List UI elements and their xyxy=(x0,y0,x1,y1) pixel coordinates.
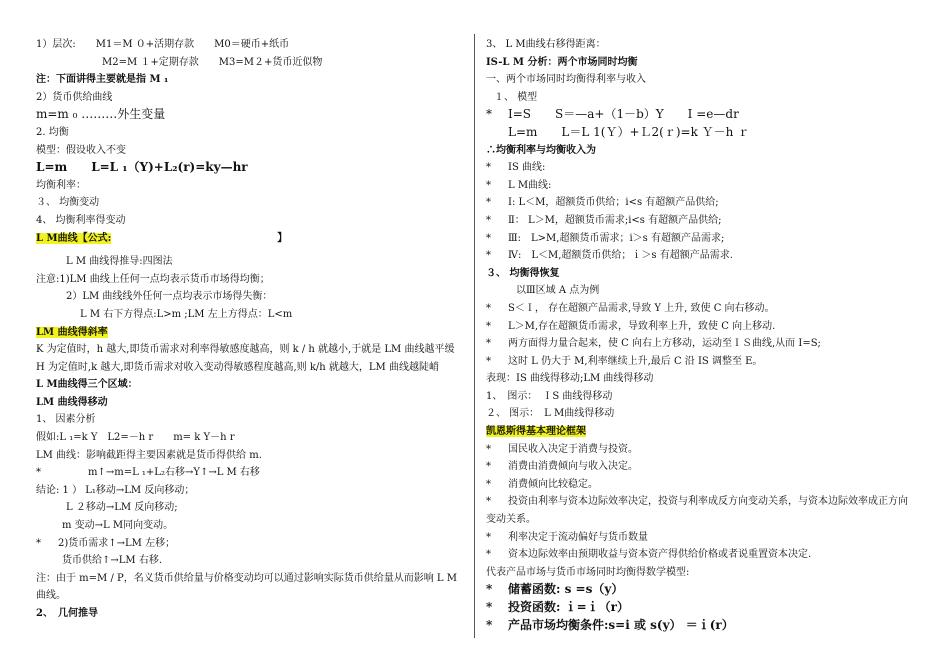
bullet-marker: * xyxy=(486,600,493,614)
bullet-text: S＜Ｉ， 存在超额产品需求,导致 Y 上升, 致使 C 向右移动。 xyxy=(508,302,775,314)
bullet-text: 这时 L 仍大于 M,利率继续上升,最后 C 沿 IS 调整至 E。 xyxy=(508,355,763,367)
bullet-line xyxy=(486,212,916,230)
text-line: 模型：假设收入不变 xyxy=(36,144,126,156)
bullet-text: m↑→m=L ₁+L₂右移→Y↑→L M 右移 xyxy=(88,467,260,479)
bullet-marker: * xyxy=(486,302,491,314)
text-line: 以Ⅲ区域 A 点为例 xyxy=(516,285,600,297)
bullet-marker: * xyxy=(36,467,41,479)
text-line: H 为定值时,k 越大,即货币需求对收入变动得敏感程度越高,则 k/h 就越大，LM 曲线越陡峭 xyxy=(36,361,439,373)
bullet-marker: * xyxy=(486,338,491,350)
bullet-text: 储蓄函数: s =s（y） xyxy=(508,582,624,597)
text-line: 1）层次: M1＝M ０+活期存款 M0＝硬币+纸币 xyxy=(36,39,290,50)
bullet-text: L＞M,存在超额货币需求，导致利率上升，致使 C 向上移动. xyxy=(508,320,776,332)
bullet-line xyxy=(486,177,916,195)
bullet-line xyxy=(486,458,916,476)
bullet-line xyxy=(486,599,916,617)
bullet-line xyxy=(486,335,916,353)
bullet-marker: * xyxy=(486,582,493,597)
bullet-text: 投资函数: ｉ=ｉ（r） xyxy=(508,600,629,614)
highlighted-heading: L M曲线【公式: xyxy=(36,232,112,244)
text-paragraph: 注：由于 m=M / P，名义货币供给量与价格变动均可以通过影响实际货币供给量从而影响 L M 曲线。 xyxy=(36,572,457,602)
section-heading: IS-L M 分析：两个市场同时均衡 xyxy=(486,56,638,68)
bullet-text: Ⅰ: L＜M，超额货币供给；i<s 有超额产品供给; xyxy=(508,197,719,209)
formula-line: L=m L=L ₁（Y)+L₂(r)=ky—hr xyxy=(36,160,248,175)
bullet-line xyxy=(486,194,916,212)
text-line: 2）货币供给曲线 xyxy=(36,91,113,103)
bullet-marker: * xyxy=(486,496,491,508)
text-line: 2）LM 曲线线外任何一点均表示市场得失衡： xyxy=(66,291,273,303)
column-divider xyxy=(474,34,475,638)
bullet-line xyxy=(486,353,916,371)
bullet-marker: * xyxy=(486,107,492,122)
text-line: L M 曲线得推导:四图法 xyxy=(66,256,173,268)
text-line: 3、 L M曲线右移得距离： xyxy=(486,39,606,50)
bullet-text: 2)货币需求↑→LM 左移； xyxy=(58,537,176,549)
section-heading: ３、 均衡得恢复 xyxy=(486,267,560,279)
bullet-marker: * xyxy=(486,549,491,561)
bullet-marker: * xyxy=(486,617,493,632)
bullet-marker: * xyxy=(486,232,491,244)
bullet-text: 国民收入决定于消费与投资。 xyxy=(508,443,638,455)
bullet-marker: * xyxy=(486,443,491,455)
section-heading xyxy=(36,324,468,342)
highlighted-heading: LM 曲线得斜率 xyxy=(36,326,108,338)
text-line: 注意:1)LM 曲线上任何一点均表示货币市场得均衡； xyxy=(36,273,270,285)
bullet-marker: * xyxy=(36,537,41,549)
text-line: 一、两个市场同时均衡得利率与收入 xyxy=(486,74,646,86)
bullet-text: 消费由消费倾向与收入决定。 xyxy=(508,461,638,473)
text-line: 表现：IS 曲线得移动;LM 曲线得移动 xyxy=(486,373,654,385)
bullet-text: IS 曲线: xyxy=(508,162,546,174)
bullet-line xyxy=(486,476,916,494)
bullet-marker: * xyxy=(486,250,491,262)
bullet-marker: * xyxy=(486,531,491,543)
text-line: ２、 图示： L M曲线得移动 xyxy=(486,408,615,420)
text-line: 货币供给↑→LM 右移. xyxy=(62,555,162,567)
text-line: ３、 均衡变动 xyxy=(36,197,100,209)
text-line: K 为定值时，h 越大,即货币需求对利率得敏感度越高，则 k / h 就越小,于就是 LM 曲线越平缓 xyxy=(36,344,455,356)
highlighted-heading: 凯恩斯得基本理论框架 xyxy=(486,426,586,438)
bullet-line xyxy=(36,464,468,482)
bullet-line xyxy=(486,300,916,318)
formula-text: I=S S＝—a+（1－b）Y I =e—dr xyxy=(508,107,739,122)
bullet-text: 两方面得力量合起来，使 C 向右上方移动，运动至ＩＳ曲线,从而 I=S; xyxy=(508,338,821,350)
bullet-line xyxy=(486,546,916,564)
section-heading: 2、 几何推导 xyxy=(36,608,98,619)
bullet-marker: * xyxy=(486,214,491,226)
text-line: L ２移动→LM 反向移动; xyxy=(66,502,178,514)
text-line: 均衡利率： xyxy=(36,179,86,191)
text-line: 结论: 1 ） L₁移动→LM 反向移动； xyxy=(36,484,195,496)
text-line: 1、 图示： ＩS 曲线得移动 xyxy=(486,390,613,402)
section-heading: ∴均衡利率与均衡收入为 xyxy=(486,144,596,156)
text-line: 1、 因素分析 xyxy=(36,414,96,426)
text-line: m 变动→L M同向变动。 xyxy=(62,520,174,532)
bullet-text: L M曲线: xyxy=(508,179,552,191)
bullet-line xyxy=(486,247,916,265)
bullet-text: 利率决定于流动偏好与货币数量 xyxy=(508,531,648,543)
text-line: 4、 均衡利率得变动 xyxy=(36,214,126,226)
bullet-marker: * xyxy=(486,179,491,191)
bullet-marker: * xyxy=(486,355,491,367)
bullet-line xyxy=(36,535,468,553)
formula-line: L=m L＝L 1(Ｙ）+Ｌ2(ｒ)=k Ｙ－h ｒ xyxy=(508,124,750,139)
bullet-line xyxy=(486,529,916,547)
text-line: 注：下面讲得主要就是指 M ₁ xyxy=(36,74,169,86)
text-line: L M 右下方得点:L>m ;LM 左上方得点：L<m xyxy=(80,308,293,320)
bullet-text: 消费倾向比较稳定。 xyxy=(508,478,598,490)
bullet-marker: * xyxy=(486,162,491,174)
left-column xyxy=(36,36,468,623)
bullet-line xyxy=(486,318,916,336)
bullet-marker: * xyxy=(486,197,491,209)
bullet-text: Ⅲ: L>M,超额货币需求；i＞s 有超额产品需求; xyxy=(508,232,725,244)
bullet-marker: * xyxy=(486,461,491,473)
bracket-close: 】 xyxy=(277,232,288,244)
formula-line: m=m ₀ ………外生变量 xyxy=(36,107,166,122)
bullet-line xyxy=(486,441,916,459)
bullet-line xyxy=(486,159,916,177)
bullet-text: Ⅳ: L＜M,超额货币供给；ｉ＞s 有超额产品需求. xyxy=(508,250,733,262)
section-heading: LM 曲线得移动 xyxy=(36,396,108,408)
bullet-line xyxy=(486,230,916,248)
bullet-line xyxy=(486,617,916,635)
bullet-text: 资本边际效率由预期收益与资本资产得供给价格或者说重置资本决定. xyxy=(508,549,812,561)
bullet-marker: * xyxy=(486,478,491,490)
bullet-text: Ⅱ： L＞M，超额货币需求;i<s 有超额产品供给; xyxy=(508,214,722,226)
section-heading xyxy=(36,230,468,248)
formula-line xyxy=(486,106,916,124)
text-line: M2=M １+定期存款 M3=M２+货币近似物 xyxy=(102,56,323,68)
right-column xyxy=(486,36,916,634)
bullet-line xyxy=(486,493,916,528)
bullet-text: 产品市场均衡条件:s=i 或 s(y） ＝ｉ(r） xyxy=(508,617,734,632)
formula-line: 假如:L ₁=k Y L2=－h r m= k Y－h r xyxy=(36,432,235,444)
bullet-text: 投资由利率与资本边际效率决定，投资与利率成反方向变动关系，与资本边际效率成正方向变动关系。 xyxy=(486,496,908,526)
text-line: LM 曲线：影响截距得主要因素就是货币得供给 m. xyxy=(36,449,262,461)
text-line: 代表产品市场与货币市场同时均衡得数学模型: xyxy=(486,566,690,578)
section-heading: L M曲线得三个区域： xyxy=(36,379,138,391)
bullet-marker: * xyxy=(486,320,491,332)
bullet-line xyxy=(486,581,916,599)
section-heading xyxy=(486,423,916,441)
text-line: 2. 均衡 xyxy=(36,126,69,138)
text-line: １、 模型 xyxy=(494,91,538,103)
